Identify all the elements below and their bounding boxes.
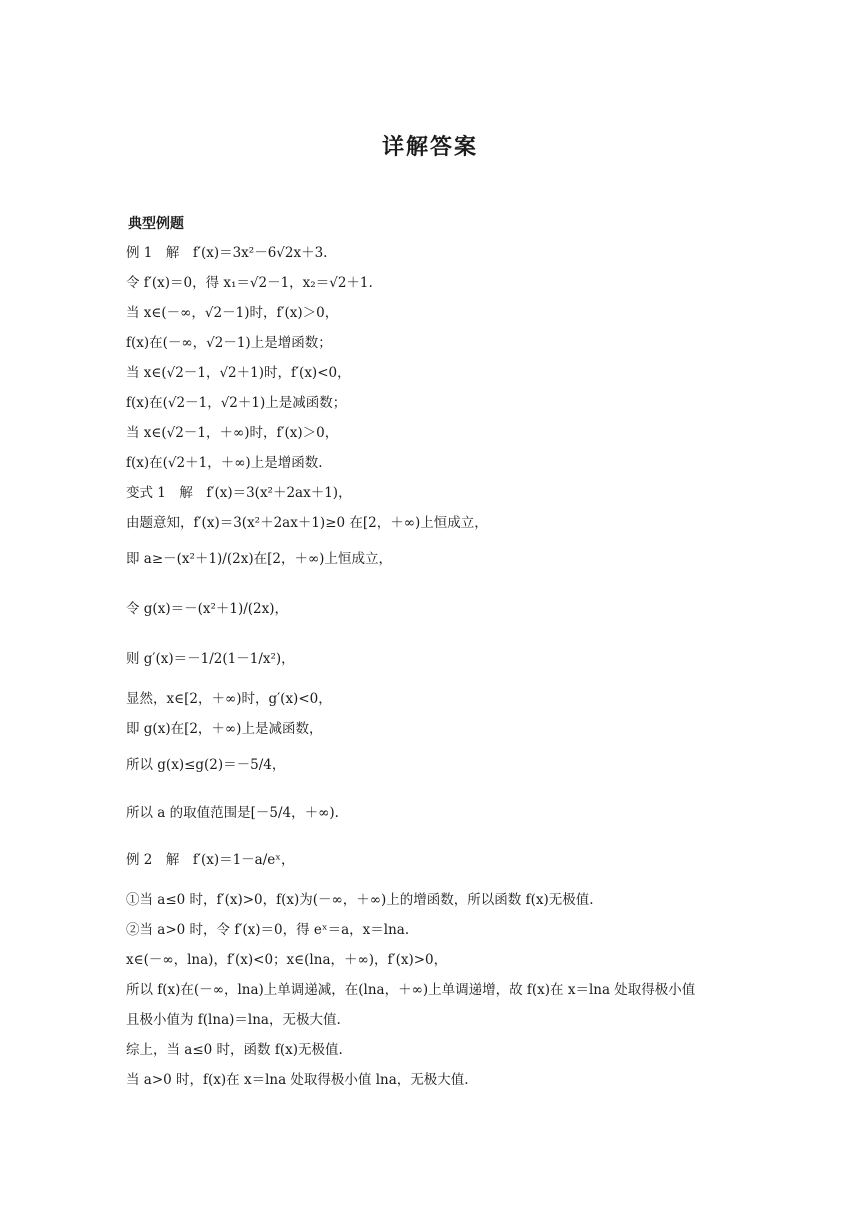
text-line: f(x)在(－∞，√2－1)上是增函数； <box>126 335 332 351</box>
page-title: 详解答案 <box>381 135 478 160</box>
text-line: ②当 a>0 时，令 f′(x)＝0，得 eˣ＝a，x＝lna. <box>126 922 410 938</box>
text-line: 即 g(x)在[2，＋∞)上是减函数， <box>126 721 323 737</box>
text-line: 令 g(x)＝－(x²＋1)/(2x)， <box>126 601 289 617</box>
text-line: 所以 a 的取值范围是[－5/4，＋∞). <box>126 805 339 821</box>
text-line: 即 a≥－(x²＋1)/(2x)在[2，＋∞)上恒成立， <box>126 551 392 567</box>
text-line: 所以 g(x)≤g(2)＝－5/4， <box>126 757 286 773</box>
text-line: 例 2 解 f′(x)＝1－a/eˣ， <box>126 852 295 868</box>
text-line: 例 1 解 f′(x)＝3x²－6√2x＋3. <box>126 245 328 261</box>
text-line: 当 x∈(√2－1，√2＋1)时，f′(x)<0， <box>126 365 351 381</box>
text-line: f(x)在(√2＋1，＋∞)上是增函数. <box>126 455 323 471</box>
text-line: f(x)在(√2－1，√2＋1)上是减函数； <box>126 395 347 411</box>
text-line: 由题意知，f′(x)＝3(x²＋2ax＋1)≥0 在[2，＋∞)上恒成立， <box>126 515 488 531</box>
text-line: 变式 1 解 f′(x)＝3(x²＋2ax＋1)， <box>126 485 352 501</box>
text-line: x∈(－∞，lna)，f′(x)<0；x∈(lna，＋∞)，f′(x)>0， <box>126 952 448 968</box>
text-line: 且极小值为 f(lna)＝lna，无极大值. <box>126 1012 341 1028</box>
text-line: 当 x∈(－∞，√2－1)时，f′(x)＞0， <box>126 305 339 321</box>
section-heading: 典型例题 <box>128 216 184 232</box>
text-line: ①当 a≤0 时，f′(x)>0，f(x)为(－∞，＋∞)上的增函数，所以函数 f(x)无极值. <box>126 892 594 908</box>
text-line: 当 a>0 时，f(x)在 x＝lna 处取得极小值 lna，无极大值. <box>126 1072 469 1088</box>
text-line: 令 f′(x)＝0，得 x₁＝√2－1，x₂＝√2＋1. <box>126 275 373 291</box>
text-line: 显然，x∈[2，＋∞)时，g′(x)<0， <box>126 691 332 707</box>
text-line: 则 g′(x)＝－1/2(1－1/x²)， <box>126 651 295 667</box>
text-line: 所以 f(x)在(－∞，lna)上单调递减，在(lna，＋∞)上单调递增，故 f(x)在 x＝lna 处取得极小值 <box>126 982 696 998</box>
text-line: 综上，当 a≤0 时，函数 f(x)无极值. <box>126 1042 343 1058</box>
text-line: 当 x∈(√2－1，＋∞)时，f′(x)＞0， <box>126 425 339 441</box>
